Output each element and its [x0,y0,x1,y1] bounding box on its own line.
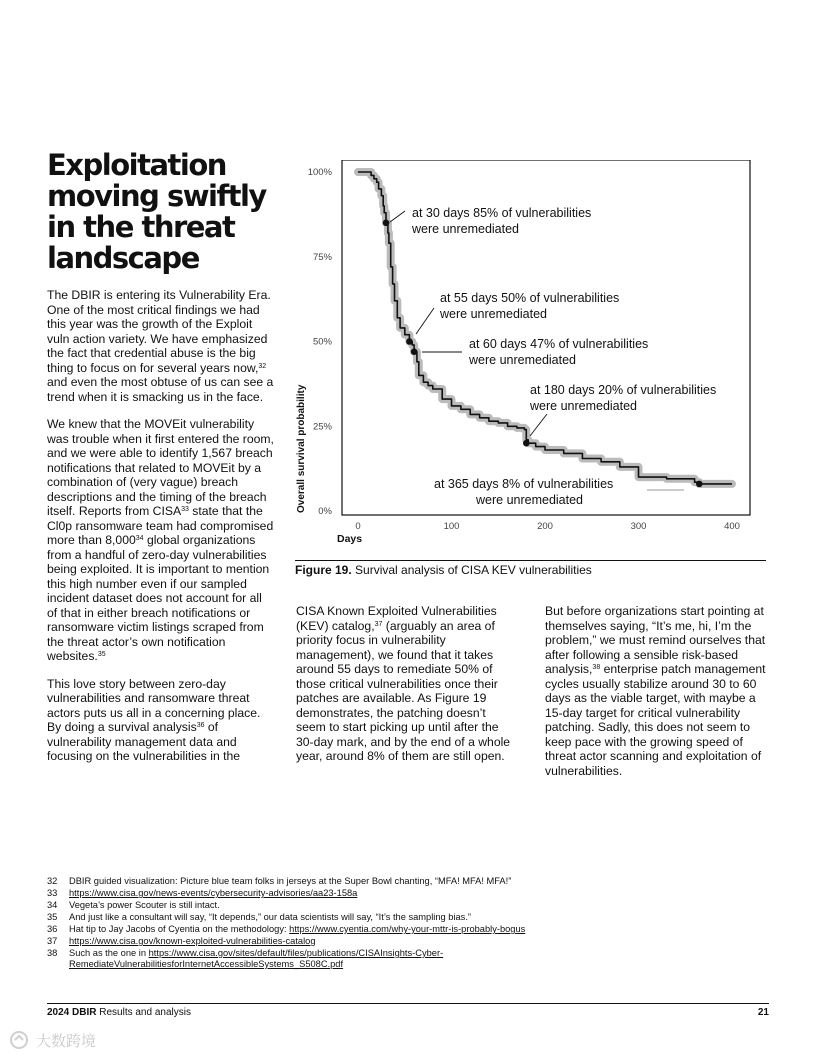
x-axis-label: Days [337,533,363,545]
annotation-line: were unremediated [469,353,577,367]
annotation-leader [530,414,547,436]
paragraph [545,604,771,778]
figure-caption [295,563,766,577]
footnote-number: 36 [47,924,58,934]
annotation-line: were unremediated [412,222,520,236]
text-segment: But before organizations start pointing at themselves saying, “It’s me, hi, I’m the problem,” we must remind ourselves that after following a sensible risk-based analysis, [545,604,766,676]
footer-report-title [47,1007,191,1018]
footnote-body: DBIR guided visualization: Picture blue team folks in jerseys at the Super Bowl chanting, “MFA! MFA! MFA!” [69,876,512,886]
footnote [47,876,527,887]
footnote-text [69,888,527,899]
data-point [383,220,390,227]
paragraph [47,677,275,764]
footnote-text [69,924,527,935]
footnote-ref: 32 [258,362,267,370]
footnote-number: 32 [47,876,58,886]
footnote-text [69,912,527,923]
footnote-ref: 36 [196,722,205,729]
page-title: Exploitation moving swiftly in the threat landscape [47,148,266,275]
footer-section: Results and analysis [96,1007,191,1018]
y-tick-label: 0% [318,506,332,517]
annotation [411,206,591,236]
x-tick-label: 400 [724,521,740,532]
y-axis-label: Overall survival probability [296,384,307,513]
annotation-line: at 60 days 47% of vulnerabilities [469,337,649,351]
survival-chart [292,160,762,548]
y-tick-label: 75% [312,251,332,263]
x-tick-label: 200 [537,521,553,532]
page-footer [47,1007,769,1018]
footnote-prefix: Hat tip to Jay Jacobs of Cyentia on the methodology: [69,924,290,934]
footnote-body: Vegeta’s power Scouter is still intact. [69,900,220,910]
annotation-line: were unremediated [476,493,584,507]
annotation-line: at 365 days 8% of vulnerabilities [434,477,614,491]
x-tick-label: 0 [355,521,361,532]
figure-caption-label: Figure 19. [295,563,352,577]
text-segment: global organizations from a handful of zero-day vulnerabilities being exploited. It is important to mention this high number even if our sampled incident dataset does not account for all of that in either breach notifications or ransomware victim listings scraped from the threat actor’s own notification websites. [47,533,270,663]
annotation [468,337,648,367]
figure-caption-text: Survival analysis of CISA KEV vulnerabilities [351,563,592,577]
footnote-number: 35 [47,912,58,922]
footnote-link[interactable]: https://www.cyentia.com/why-your-mttr-is-probably-bogus [289,924,526,934]
watermark-logo-icon [8,1029,32,1051]
paragraph [47,288,275,404]
left-column [47,288,275,777]
footnote [47,888,527,899]
y-tick-label: 25% [312,421,332,433]
text-segment: of vulnerability management data and focusing on the vulnerabilities in the [47,720,241,763]
text-segment: This love story between zero-day vulnerabilities and ransomware threat actors puts us all in a concerning place. By doing a survival analysis [47,676,261,734]
text-segment: We knew that the MOVEit vulnerability was trouble when it first entered the room, and we were able to identify 1,567 breach notifications that related to MOVEit by a combination of (very vague) breach descriptions and the timing of the breach itself. Reports from CISA [47,417,274,518]
text-segment: CISA Known Exploited Vulnerabilities (KEV) catalog, [296,604,497,633]
data-point [523,440,530,447]
footnote-number: 37 [47,936,58,946]
annotation-leader [390,211,405,222]
footnote-number: 34 [47,900,58,910]
footnote-text [69,900,527,911]
footnote-link[interactable]: https://www.cisa.gov/sites/default/files/publications/CISAInsights-Cyber-RemediateVulnerabilitiesforInternetAccessibleSystems_S508C.pdf [69,948,444,969]
footer-report-name: 2024 DBIR [47,1007,97,1018]
data-point [696,481,703,488]
x-tick-label: 100 [443,521,460,532]
annotation [439,291,619,321]
footnote-text [69,936,527,947]
annotation-line: were unremediated [530,399,638,413]
footnote [47,936,527,947]
y-tick-label: 50% [312,336,332,348]
annotation [529,383,716,413]
footnote-ref: 38 [592,664,601,671]
y-tick-label: 100% [307,167,332,178]
text-segment: The DBIR is entering its Vulnerability Era. One of the most critical findings we had this year was the growth of the Exploit vuln action variety. We have emphasized the fact that credential abuse is the big thing to focus on for several years now, [47,288,271,375]
footnote-prefix: Such as the one in [69,948,149,958]
footnote [47,948,527,970]
text-segment: and even the most obtuse of us can see a trend when it is smacking us in the face. [47,375,274,404]
footnote-body: And just like a consultant will say, “It depends,” our data scientists will say, “It’s the sampling bias.” [69,912,472,922]
page-number: 21 [757,1007,769,1018]
annotation-line: at 30 days 85% of vulnerabilities [412,206,592,220]
footnote [47,924,527,935]
annotation-line: were unremediated [440,307,548,321]
footnote-link[interactable]: https://www.cisa.gov/known-exploited-vulnerabilities-catalog [69,936,316,946]
footnote-number: 38 [47,948,58,958]
footnote-text [69,948,527,970]
paragraph [47,417,275,664]
text-segment: enterprise patch management cycles usually stabilize around 30 to 60 days as the viable target, with maybe a 15-day target for critical vulnerability patching. Sadly, this does not seem to keep pace with the growing speed of threat actor scanning and exploitation of vulnerabilities. [545,662,766,778]
paragraph [296,604,518,764]
footnote-ref: 33 [181,506,189,513]
annotation-leader [416,308,434,334]
data-point [406,338,413,345]
annotation-line: at 180 days 20% of vulnerabilities [530,383,717,397]
footnote-text [69,876,527,887]
footnote-ref: 37 [374,620,383,628]
watermark-text: 大数跨境 [36,1032,97,1050]
watermark [8,1029,96,1051]
footnote-ref: 34 [135,535,144,542]
footnotes [47,876,527,971]
footnote [47,900,527,911]
right-column [545,604,771,791]
x-tick-label: 300 [630,521,647,532]
footnote-link[interactable]: https://www.cisa.gov/news-events/cybersecurity-advisories/aa23-158a [69,888,358,898]
annotation [434,477,613,507]
text-segment: (arguably an area of priority focus in vulnerability management), we found that it takes around 55 days to remediate 50% of those critical vulnerabilities once their patches are available. As Figure 19 demonstrates, the patching doesn’t seem to start picking up until after the 30-day mark, and by the end of a whole year, around 8% of them are still open. [296,618,511,763]
footnote-ref: 35 [97,651,106,658]
footer-divider [47,1003,769,1004]
middle-column [296,604,518,777]
footnote-number: 33 [47,888,58,898]
annotation-line: at 55 days 50% of vulnerabilities [440,291,620,305]
data-point [411,348,418,355]
text-segment: state that the Cl0p ransomware team had compromised more than 8,000 [47,504,274,547]
footnote [47,912,527,923]
caption-divider [295,560,766,561]
